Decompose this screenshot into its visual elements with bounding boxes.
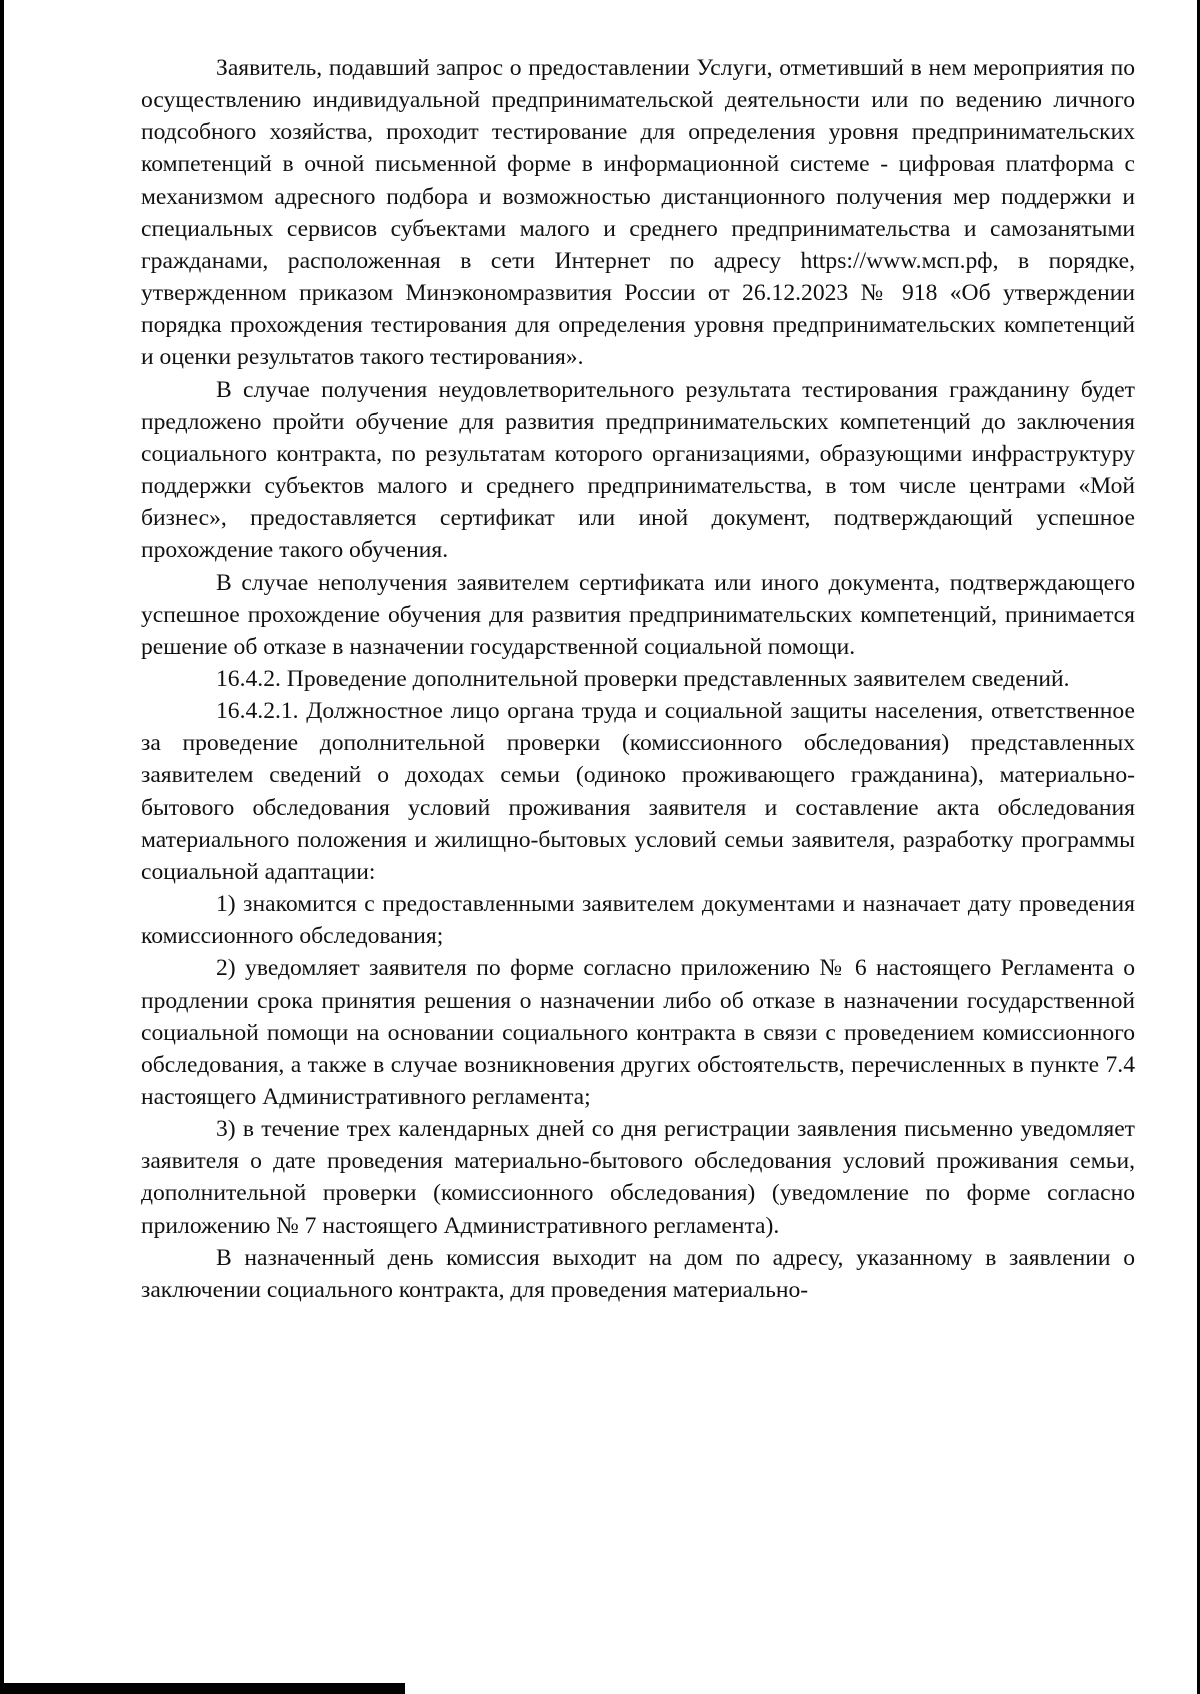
document-body: [141, 52, 1135, 1306]
paragraph-unsatisfactory-result: В случае получения неудовлетворительного результата тестирования гражданину будет предложено пройти обучение для развития предпринимательских компетенций до заключения социального контракта, по результатам которого организациями, образующими инфраструктуру поддержки субъектов малого и среднего предпринимательства, в том числе центрами «Мой бизнес», предоставляется сертификат или иной документ, подтверждающий успешное прохождение такого обучения.: [141, 376, 1135, 564]
paragraph-certificate-refusal: В случае неполучения заявителем сертификата или иного документа, подтверждающего успешное прохождение обучения для развития предпринимательских компетенций, принимается решение об отказе в назначении государственной социальной помощи.: [141, 569, 1135, 660]
paragraph-section-16-4-2: 16.4.2. Проведение дополнительной проверки представленных заявителем сведений.: [216, 665, 1070, 692]
scan-border-left: [0, 0, 4, 1694]
list-item-3: 3) в течение трех календарных дней со дня регистрации заявления письменно уведомляет заявителя о дате проведения материально-бытового обследования условий проживания семьи, дополнительной проверки (комиссионного обследования) (уведомление по форме согласно приложению № 7 настоящего Административного регламента).: [141, 1116, 1135, 1239]
list-item-1: 1) знакомится с предоставленными заявителем документами и назначает дату проведения комиссионного обследования;: [141, 891, 1135, 950]
list-item-2: 2) уведомляет заявителя по форме согласно приложению № 6 настоящего Регламента о продлении срока принятия решения о назначении либо об отказе в назначении государственной социальной помощи на основании социального контракта в связи с проведением комиссионного обследования, а также в случае возникновения других обстоятельств, перечисленных в пункте 7.4 настоящего Административного регламента;: [141, 955, 1135, 1110]
scan-border-bottom: [0, 1683, 405, 1694]
paragraph-commission-visit: В назначенный день комиссия выходит на дом по адресу, указанному в заявлении о заключении социального контракта, для проведения материально-: [141, 1244, 1135, 1303]
paragraph-section-16-4-2-1: 16.4.2.1. Должностное лицо органа труда и социальной защиты населения, ответственное за проведение дополнительной проверки (комиссионного обследования) представленных заявителем сведений о доходах семьи (одиноко проживающего гражданина), материально-бытового обследования условий проживания заявителя и составление акта обследования материального положения и жилищно-бытовых условий семьи заявителя, разработку программы социальной адаптации:: [141, 698, 1135, 885]
paragraph-testing-requirement: Заявитель, подавший запрос о предоставлении Услуги, отметивший в нем мероприятия по осуществлению индивидуальной предпринимательской деятельности или по ведению личного подсобного хозяйства, проходит тестирование для определения уровня предпринимательских компетенций в очной письменной форме в информационной системе - цифровая платформа с механизмом адресного подбора и возможностью дистанционного получения мер поддержки и специальных сервисов субъектами малого и среднего предпринимательства и самозанятыми гражданами, расположенная в сети Интернет по адресу https://www.мсп.рф, в порядке, утвержденном приказом Минэкономразвития России от 26.12.2023 № 918 «Об утверждении порядка прохождения тестирования для определения уровня предпринимательских компетенций и оценки результатов такого тестирования».: [141, 55, 1135, 371]
